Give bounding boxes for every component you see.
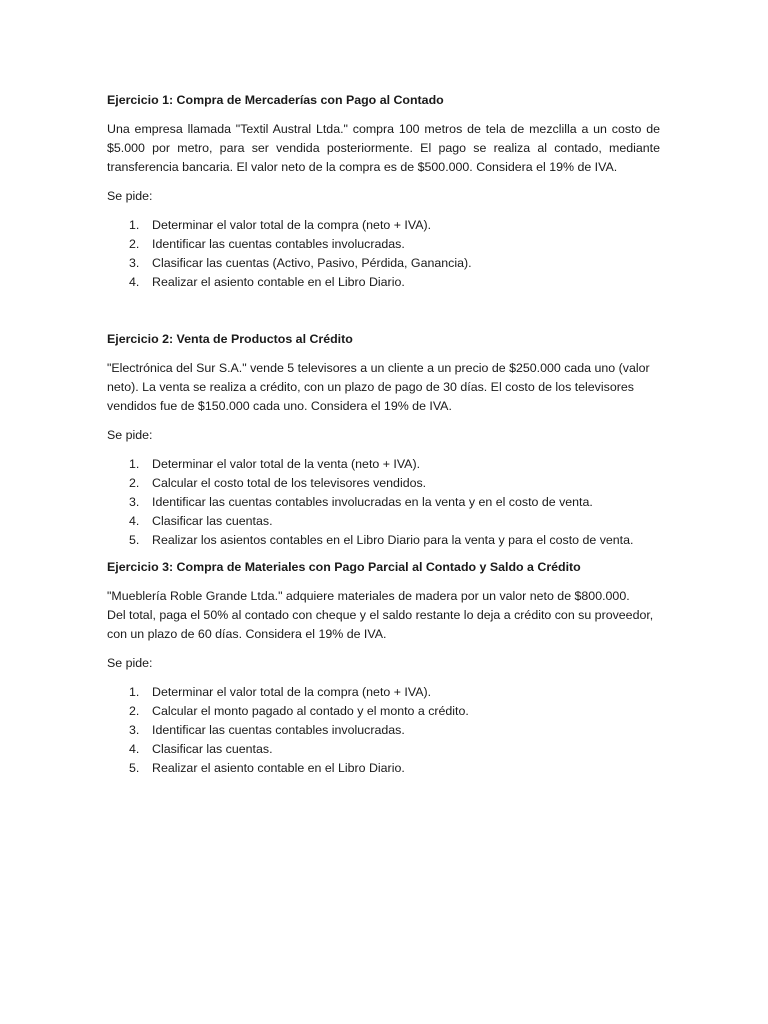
exercise-1-statement-line-1: Una empresa llamada "Textil Austral Ltda." compra 100 metros de tela de mezclilla a un costo de <box>107 122 660 136</box>
exercise-2-statement-line-2: neto). La venta se realiza a crédito, con un plazo de pago de 30 días. El costo de los televisores <box>107 380 634 394</box>
exercise-2-task-list <box>107 455 660 550</box>
exercise-2-title: Ejercicio 2: Venta de Productos al Crédito <box>107 332 353 346</box>
list-item-number: 3. <box>129 723 140 737</box>
list-item <box>107 474 660 493</box>
exercise-2-se-pide: Se pide: <box>107 428 153 442</box>
list-item-number: 1. <box>129 218 140 232</box>
exercise-2 <box>107 330 660 550</box>
list-item <box>107 273 660 292</box>
list-item-text: Realizar los asientos contables en el Libro Diario para la venta y para el costo de venta. <box>152 533 634 547</box>
list-item-text: Determinar el valor total de la compra (neto + IVA). <box>152 218 432 232</box>
exercise-3-se-pide: Se pide: <box>107 656 153 670</box>
list-item-number: 1. <box>129 685 140 699</box>
exercise-3-statement-line-2: Del total, paga el 50% al contado con cheque y el saldo restante lo deja a crédito con su proveedor, <box>107 608 654 622</box>
list-item <box>107 683 660 702</box>
list-item <box>107 216 660 235</box>
list-item <box>107 235 660 254</box>
list-item <box>107 702 660 721</box>
list-item-text: Identificar las cuentas contables involucradas en la venta y en el costo de venta. <box>152 495 593 509</box>
list-item-text: Identificar las cuentas contables involucradas. <box>152 237 405 251</box>
list-item <box>107 721 660 740</box>
list-item-number: 5. <box>129 761 140 775</box>
list-item <box>107 740 660 759</box>
exercise-3 <box>107 558 660 778</box>
exercise-1-statement <box>107 120 660 177</box>
list-item-number: 4. <box>129 742 140 756</box>
list-item-text: Determinar el valor total de la venta (neto + IVA). <box>152 457 421 471</box>
list-item <box>107 493 660 512</box>
exercise-2-statement <box>107 359 660 416</box>
list-item-number: 4. <box>129 275 140 289</box>
list-item-number: 5. <box>129 533 140 547</box>
list-item-number: 3. <box>129 256 140 270</box>
list-item <box>107 759 660 778</box>
list-item-text: Clasificar las cuentas. <box>152 742 273 756</box>
list-item-number: 2. <box>129 704 140 718</box>
list-item-text: Realizar el asiento contable en el Libro Diario. <box>152 275 405 289</box>
list-item <box>107 455 660 474</box>
list-item-text: Clasificar las cuentas (Activo, Pasivo, Pérdida, Ganancia). <box>152 256 472 270</box>
exercise-3-statement-line-1: "Mueblería Roble Grande Ltda." adquiere materiales de madera por un valor neto de $800.000. <box>107 589 630 603</box>
exercise-3-statement-line-3: con un plazo de 60 días. Considera el 19% de IVA. <box>107 627 387 641</box>
exercise-1-statement-line-3: transferencia bancaria. El valor neto de la compra es de $500.000. Considera el 19% de IVA. <box>107 160 618 174</box>
exercise-1 <box>107 91 660 292</box>
list-item-text: Determinar el valor total de la compra (neto + IVA). <box>152 685 432 699</box>
exercise-2-statement-line-1: "Electrónica del Sur S.A." vende 5 televisores a un cliente a un precio de $250.000 cada uno (valor <box>107 361 650 375</box>
exercise-1-task-list <box>107 216 660 292</box>
exercise-3-title: Ejercicio 3: Compra de Materiales con Pago Parcial al Contado y Saldo a Crédito <box>107 560 581 574</box>
list-item-text: Identificar las cuentas contables involucradas. <box>152 723 405 737</box>
list-item-number: 1. <box>129 457 140 471</box>
list-item-number: 2. <box>129 476 140 490</box>
exercise-3-task-list <box>107 683 660 778</box>
exercise-1-statement-line-2: $5.000 por metro, para ser vendida posteriormente. El pago se realiza al contado, mediante <box>107 141 660 155</box>
list-item-text: Clasificar las cuentas. <box>152 514 273 528</box>
exercise-1-title: Ejercicio 1: Compra de Mercaderías con Pago al Contado <box>107 93 444 107</box>
list-item-number: 2. <box>129 237 140 251</box>
exercise-3-statement <box>107 587 660 644</box>
list-item <box>107 531 660 550</box>
list-item-text: Realizar el asiento contable en el Libro Diario. <box>152 761 405 775</box>
list-item <box>107 254 660 273</box>
list-item-number: 4. <box>129 514 140 528</box>
list-item <box>107 512 660 531</box>
exercise-1-se-pide: Se pide: <box>107 189 153 203</box>
list-item-text: Calcular el costo total de los televisores vendidos. <box>152 476 427 490</box>
list-item-number: 3. <box>129 495 140 509</box>
list-item-text: Calcular el monto pagado al contado y el monto a crédito. <box>152 704 469 718</box>
exercise-2-statement-line-3: vendidos fue de $150.000 cada uno. Considera el 19% de IVA. <box>107 399 452 413</box>
